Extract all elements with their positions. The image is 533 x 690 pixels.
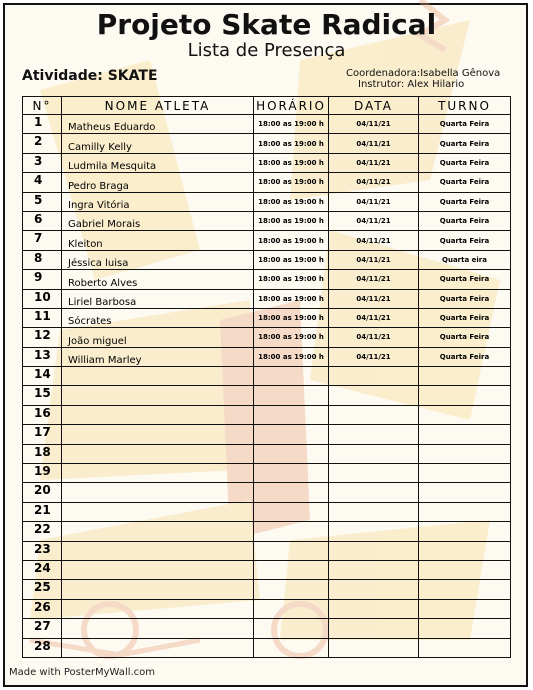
shift-cell <box>419 405 511 424</box>
shift-cell <box>419 638 511 657</box>
athlete-name: Ludmila Mesquita <box>62 153 254 172</box>
date-cell <box>329 580 419 599</box>
time-cell <box>254 464 329 483</box>
row-number: 2 <box>23 134 62 153</box>
athlete-name <box>62 522 254 541</box>
table-row <box>23 619 511 638</box>
date-cell: 04/11/21 <box>329 192 419 211</box>
athlete-name: Ingra Vitória <box>62 192 254 211</box>
athlete-name: Gabriel Morais <box>62 211 254 230</box>
shift-cell <box>419 502 511 521</box>
athlete-name <box>62 599 254 618</box>
time-cell: 18:00 as 19:00 h <box>254 308 329 327</box>
row-number: 5 <box>23 192 62 211</box>
shift-cell <box>419 522 511 541</box>
shift-cell: Quarta Feira <box>419 289 511 308</box>
date-cell <box>329 367 419 386</box>
table-row <box>23 464 511 483</box>
row-number: 14 <box>23 367 62 386</box>
time-cell <box>254 425 329 444</box>
athlete-name <box>62 425 254 444</box>
row-number: 17 <box>23 425 62 444</box>
athlete-name: Sócrates <box>62 308 254 327</box>
column-header-name: NOME ATLETA <box>62 97 254 115</box>
date-cell: 04/11/21 <box>329 153 419 172</box>
time-cell <box>254 619 329 638</box>
table-row <box>23 308 511 327</box>
row-number: 23 <box>23 541 62 560</box>
table-row <box>23 483 511 502</box>
table-row <box>23 153 511 172</box>
table-row <box>23 580 511 599</box>
row-number: 20 <box>23 483 62 502</box>
row-number: 26 <box>23 599 62 618</box>
table-row <box>23 250 511 269</box>
athlete-name <box>62 619 254 638</box>
page-title: Projeto Skate Radical <box>96 8 437 41</box>
table-row <box>23 134 511 153</box>
date-cell <box>329 522 419 541</box>
time-cell <box>254 560 329 579</box>
shift-cell: Quarta Feira <box>419 115 511 134</box>
shift-cell: Quarta Feira <box>419 173 511 192</box>
table-row <box>23 405 511 424</box>
time-cell: 18:00 as 19:00 h <box>254 328 329 347</box>
date-cell <box>329 444 419 463</box>
table-row <box>23 386 511 405</box>
athlete-name <box>62 367 254 386</box>
date-cell: 04/11/21 <box>329 270 419 289</box>
column-header-date: DATA <box>329 97 419 115</box>
time-cell: 18:00 as 19:00 h <box>254 115 329 134</box>
athlete-name: Liriel Barbosa <box>62 289 254 308</box>
time-cell <box>254 502 329 521</box>
time-cell: 18:00 as 19:00 h <box>254 289 329 308</box>
time-cell <box>254 541 329 560</box>
shift-cell <box>419 541 511 560</box>
row-number: 21 <box>23 502 62 521</box>
row-number: 11 <box>23 308 62 327</box>
page-subtitle: Lista de Presença <box>187 40 346 61</box>
time-cell: 18:00 as 19:00 h <box>254 211 329 230</box>
athlete-name <box>62 541 254 560</box>
row-number: 4 <box>23 173 62 192</box>
shift-cell <box>419 464 511 483</box>
shift-cell: Quarta Feira <box>419 153 511 172</box>
row-number: 3 <box>23 153 62 172</box>
table-row <box>23 367 511 386</box>
table-row <box>23 289 511 308</box>
shift-cell: Quarta Feira <box>419 308 511 327</box>
coordinator-label: Coordenadora:Isabella Gênova <box>346 68 501 79</box>
table-row <box>23 444 511 463</box>
shift-cell <box>419 425 511 444</box>
table-row <box>23 560 511 579</box>
footer-credit: Made with PosterMyWall.com <box>9 667 156 678</box>
table-row <box>23 270 511 289</box>
athlete-name <box>62 405 254 424</box>
date-cell: 04/11/21 <box>329 347 419 366</box>
row-number: 10 <box>23 289 62 308</box>
row-number: 22 <box>23 522 62 541</box>
athlete-name: William Marley <box>62 347 254 366</box>
athlete-name <box>62 502 254 521</box>
date-cell <box>329 425 419 444</box>
time-cell <box>254 367 329 386</box>
row-number: 27 <box>23 619 62 638</box>
time-cell: 18:00 as 19:00 h <box>254 231 329 250</box>
time-cell: 18:00 as 19:00 h <box>254 173 329 192</box>
athlete-name <box>62 580 254 599</box>
athlete-name: Roberto Alves <box>62 270 254 289</box>
time-cell <box>254 386 329 405</box>
table-row <box>23 231 511 250</box>
shift-cell: Quarta Feira <box>419 134 511 153</box>
athlete-name <box>62 560 254 579</box>
shift-cell <box>419 599 511 618</box>
table-row <box>23 638 511 657</box>
row-number: 1 <box>23 115 62 134</box>
date-cell: 04/11/21 <box>329 328 419 347</box>
shift-cell: Quarta Feira <box>419 270 511 289</box>
date-cell <box>329 560 419 579</box>
shift-cell: Quarta Feira <box>419 347 511 366</box>
table-row <box>23 599 511 618</box>
table-row <box>23 541 511 560</box>
shift-cell <box>419 386 511 405</box>
date-cell: 04/11/21 <box>329 211 419 230</box>
date-cell: 04/11/21 <box>329 250 419 269</box>
shift-cell: Quarta Feira <box>419 192 511 211</box>
date-cell <box>329 599 419 618</box>
athlete-name: Kleiton <box>62 231 254 250</box>
table-header-row <box>23 97 511 115</box>
table-row <box>23 502 511 521</box>
time-cell: 18:00 as 19:00 h <box>254 270 329 289</box>
row-number: 28 <box>23 638 62 657</box>
row-number: 7 <box>23 231 62 250</box>
date-cell <box>329 405 419 424</box>
shift-cell <box>419 560 511 579</box>
instructor-label: Instrutor: Alex Hilario <box>358 79 465 90</box>
row-number: 8 <box>23 250 62 269</box>
time-cell <box>254 483 329 502</box>
row-number: 16 <box>23 405 62 424</box>
date-cell <box>329 541 419 560</box>
shift-cell: Quarta Feira <box>419 328 511 347</box>
date-cell: 04/11/21 <box>329 308 419 327</box>
date-cell <box>329 386 419 405</box>
date-cell: 04/11/21 <box>329 134 419 153</box>
time-cell: 18:00 as 19:00 h <box>254 250 329 269</box>
table-row <box>23 328 511 347</box>
row-number: 24 <box>23 560 62 579</box>
column-header-time: HORÁRIO <box>254 97 329 115</box>
athlete-name <box>62 483 254 502</box>
time-cell <box>254 522 329 541</box>
date-cell <box>329 619 419 638</box>
date-cell: 04/11/21 <box>329 115 419 134</box>
date-cell <box>329 464 419 483</box>
athlete-name <box>62 444 254 463</box>
date-cell: 04/11/21 <box>329 231 419 250</box>
athlete-name <box>62 464 254 483</box>
date-cell <box>329 502 419 521</box>
activity-label: Atividade: SKATE <box>22 68 158 84</box>
row-number: 9 <box>23 270 62 289</box>
attendance-table <box>22 96 511 658</box>
athlete-name <box>62 638 254 657</box>
row-number: 12 <box>23 328 62 347</box>
time-cell: 18:00 as 19:00 h <box>254 134 329 153</box>
table-row <box>23 173 511 192</box>
time-cell: 18:00 as 19:00 h <box>254 153 329 172</box>
row-number: 6 <box>23 211 62 230</box>
column-header-number: N° <box>23 97 62 115</box>
shift-cell <box>419 580 511 599</box>
table-row <box>23 115 511 134</box>
staff-info <box>346 68 500 90</box>
date-cell <box>329 483 419 502</box>
table-row <box>23 192 511 211</box>
row-number: 13 <box>23 347 62 366</box>
table-row <box>23 522 511 541</box>
table-row <box>23 347 511 366</box>
row-number: 15 <box>23 386 62 405</box>
shift-cell <box>419 444 511 463</box>
column-header-shift: TURNO <box>419 97 511 115</box>
shift-cell: Quarta eira <box>419 250 511 269</box>
shift-cell <box>419 619 511 638</box>
shift-cell <box>419 483 511 502</box>
date-cell <box>329 638 419 657</box>
date-cell: 04/11/21 <box>329 173 419 192</box>
date-cell: 04/11/21 <box>329 289 419 308</box>
athlete-name: João miguel <box>62 328 254 347</box>
time-cell: 18:00 as 19:00 h <box>254 192 329 211</box>
time-cell <box>254 405 329 424</box>
shift-cell <box>419 367 511 386</box>
row-number: 18 <box>23 444 62 463</box>
shift-cell: Quarta Feira <box>419 211 511 230</box>
athlete-name: Jéssica luisa <box>62 250 254 269</box>
time-cell <box>254 599 329 618</box>
time-cell <box>254 580 329 599</box>
athlete-name <box>62 386 254 405</box>
table-row <box>23 425 511 444</box>
shift-cell: Quarta Feira <box>419 231 511 250</box>
table-row <box>23 211 511 230</box>
athlete-name: Camilly Kelly <box>62 134 254 153</box>
athlete-name: Matheus Eduardo <box>62 115 254 134</box>
row-number: 19 <box>23 464 62 483</box>
athlete-name: Pedro Braga <box>62 173 254 192</box>
time-cell: 18:00 as 19:00 h <box>254 347 329 366</box>
time-cell <box>254 638 329 657</box>
time-cell <box>254 444 329 463</box>
row-number: 25 <box>23 580 62 599</box>
